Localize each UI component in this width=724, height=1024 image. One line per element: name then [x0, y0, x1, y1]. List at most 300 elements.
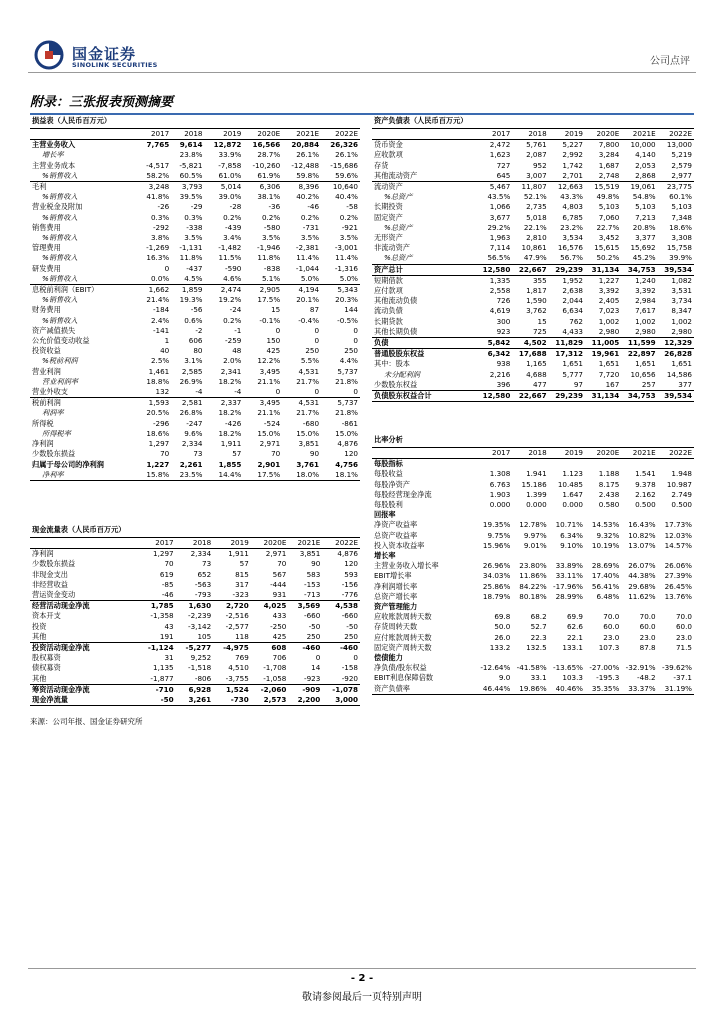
cell-value: 70.0 [603, 612, 620, 622]
cell-value: -28 [229, 202, 242, 212]
cell-value: 6.34% [560, 530, 583, 540]
cell-value: 4.6% [205, 274, 244, 285]
table-row [372, 602, 694, 612]
cell-value: 22.3 [530, 632, 547, 642]
cell-value: 1,461 [148, 366, 170, 376]
cell-value: 1,911 [220, 439, 242, 449]
cell-value: -861 [341, 418, 358, 428]
table-row [30, 387, 360, 398]
cell-value: 3,308 [671, 233, 692, 243]
table-row [372, 531, 694, 541]
cell-value: 10.485 [557, 479, 583, 489]
table-row [30, 346, 360, 356]
cell-value: 20.8% [632, 222, 656, 232]
cell-value: -4,975 [223, 643, 249, 653]
cell-value: 26,326 [330, 140, 358, 150]
cell-value: -4 [205, 387, 244, 398]
cell-value: 1,662 [148, 285, 170, 295]
table-row [30, 223, 360, 233]
cell-value: 40.4% [335, 192, 358, 202]
cell-value: 15.186 [521, 479, 547, 489]
row-label: 增长率 [374, 551, 396, 561]
sinolink-logo-icon [34, 40, 67, 70]
cell-value: -1,316 [334, 263, 358, 273]
cell-value: 21.8% [335, 408, 358, 418]
cell-value: 70.0 [675, 612, 692, 622]
year-header: 2020E [585, 129, 621, 140]
cell-value: 4.5% [171, 274, 204, 285]
row-label: 营业利润率 [42, 376, 78, 386]
cell-value: 120 [344, 559, 358, 569]
cell-value: 0 [315, 653, 321, 663]
cell-value: 2,341 [220, 366, 242, 376]
table-row [372, 243, 694, 253]
row-label: %销售收入 [42, 212, 78, 222]
cell-value: 20.1% [296, 295, 320, 305]
table-row [30, 643, 360, 654]
cell-value: 6,342 [487, 349, 511, 359]
cell-value: 2,977 [658, 171, 694, 182]
cell-value: 3.5% [184, 233, 203, 243]
table-row [30, 611, 360, 621]
cell-value: 5,219 [671, 150, 692, 160]
table-row [30, 305, 360, 315]
cell-value: -41.58% [516, 663, 547, 673]
cell-value: 18.0% [282, 470, 321, 481]
cell-value: 90 [311, 559, 321, 569]
table-row [30, 684, 360, 695]
cell-value: 0 [353, 336, 358, 346]
cell-value: 52.1% [523, 192, 547, 202]
cell-value [585, 653, 621, 663]
table-row [30, 192, 360, 202]
cell-value: 26.96% [482, 561, 511, 571]
cell-value: 22.7% [596, 222, 620, 232]
cell-value: 4,140 [635, 150, 656, 160]
cell-value: -50 [346, 621, 358, 631]
cell-value: 31,134 [585, 264, 621, 275]
cell-value: 3,007 [512, 171, 548, 182]
year-header: 2017 [476, 448, 512, 459]
cell-value: 5.1% [243, 274, 282, 285]
cell-value: 1,593 [148, 398, 170, 408]
cell-value: -1,124 [147, 643, 174, 653]
table-row [372, 202, 694, 212]
cell-value: 9.97% [523, 530, 547, 540]
row-label: 每股经营现金净流 [374, 489, 432, 499]
cell-value: 0 [243, 387, 282, 398]
cell-value: -460 [340, 643, 358, 653]
table-row [372, 622, 694, 632]
cell-value: 1,066 [489, 202, 511, 212]
cell-value: 40.46% [549, 684, 585, 695]
table-row [30, 295, 360, 305]
cell-value: 26.0 [494, 632, 511, 642]
cell-value: 20.3% [335, 295, 358, 305]
table-row [372, 663, 694, 673]
cell-value: -437 [186, 263, 203, 273]
year-header: 2018 [176, 538, 214, 549]
cell-value: 23.8% [179, 150, 203, 160]
cell-value: 70 [164, 559, 174, 569]
table-row [30, 622, 360, 632]
cell-value: 14 [311, 663, 321, 673]
cell-value: 9.6% [184, 428, 203, 438]
table-row [372, 612, 694, 622]
cell-value: 11.8% [257, 253, 281, 263]
cell-value [621, 551, 657, 561]
cell-value: 606 [188, 336, 203, 346]
cell-value: 12,329 [658, 338, 694, 349]
cell-value: 22,667 [512, 391, 548, 402]
table-row [30, 367, 360, 377]
table-row [30, 449, 360, 459]
table-row [372, 150, 694, 160]
cell-value: -7,858 [218, 160, 242, 170]
table-row [372, 213, 694, 223]
cell-value: 3,248 [148, 182, 170, 192]
cell-value: -48.2 [637, 673, 656, 683]
cell-value: 652 [197, 569, 212, 579]
cell-value: 26.1% [335, 150, 358, 160]
cell-value: 21.1% [257, 408, 281, 418]
cell-value: 1,002 [598, 316, 620, 326]
cell-value: 14.53% [591, 520, 620, 530]
cell-value: 726 [496, 296, 511, 306]
cell-value: 18.6% [146, 428, 170, 438]
cell-value: 22,667 [512, 264, 548, 275]
cell-value: 1,623 [489, 150, 511, 160]
cell-value: 70 [277, 559, 287, 569]
cell-value: 38.1% [257, 192, 281, 202]
cell-value: 706 [272, 653, 287, 663]
cell-value: 3.5% [300, 233, 320, 243]
cell-value: 59.8% [282, 171, 321, 182]
cell-value: -1,131 [179, 243, 203, 253]
cell-value: 4,531 [298, 366, 320, 376]
cell-value: -920 [322, 674, 360, 685]
cell-value: 3.8% [150, 233, 170, 243]
cell-value: 167 [585, 380, 621, 391]
row-label: 普通股股东权益 [374, 349, 425, 359]
cell-value: 5,014 [220, 182, 242, 192]
cell-value: 45.2% [621, 253, 657, 264]
cell-value: 7,765 [146, 140, 170, 150]
cell-value: -590 [225, 263, 242, 273]
cell-value: 5,103 [598, 202, 620, 212]
cell-value: 10.82% [628, 530, 656, 540]
cell-value: 1,297 [148, 439, 170, 449]
cell-value: 50.2% [585, 253, 621, 264]
cell-value: 18.79% [482, 591, 511, 601]
cell-value: 16,576 [557, 243, 583, 253]
cell-value: 15,692 [630, 243, 656, 253]
cell-value [549, 551, 585, 561]
cell-value: 0.000 [526, 500, 547, 510]
row-label: %销售收入 [30, 171, 138, 182]
cell-value: -730 [213, 695, 251, 706]
table-row [372, 391, 694, 402]
cell-value: -909 [302, 684, 321, 694]
cell-value: 5.0% [282, 274, 321, 285]
cell-value: 12.2% [257, 356, 281, 366]
cell-value: 15,615 [594, 243, 620, 253]
cell-value: 300 [496, 316, 511, 326]
cell-value: -58 [346, 202, 358, 212]
cell-value: 8,396 [298, 182, 320, 192]
brand-name: 国金证券 [72, 45, 137, 63]
row-label: 偿债能力 [374, 653, 403, 663]
row-label: 息税前利润（EBIT） [32, 285, 99, 295]
cell-value: 2,901 [257, 459, 281, 469]
cell-value: 43.5% [487, 192, 511, 202]
table-row [30, 285, 360, 296]
cell-value: 29,239 [549, 391, 585, 402]
cell-value: 4,025 [263, 601, 287, 611]
cell-value: 11.4% [335, 253, 358, 263]
cell-value: -3,755 [213, 674, 251, 685]
cell-value: 31,134 [585, 391, 621, 402]
cell-value: 12,872 [213, 140, 242, 150]
cell-value: 70.0 [639, 612, 656, 622]
cell-value: -26 [157, 202, 170, 212]
cell-value: 60.5% [171, 171, 204, 182]
cell-value: 0.000 [562, 500, 583, 510]
cell-value: 5,018 [526, 212, 547, 222]
cell-value: 1,651 [562, 359, 583, 369]
cell-value: 0.6% [184, 315, 203, 325]
row-label: 财务费用 [32, 305, 61, 315]
cell-value: 3,761 [296, 459, 320, 469]
cell-value: 150 [266, 336, 281, 346]
cell-value: 39.9% [658, 253, 694, 264]
income-title: 损益表（人民币百万元） [30, 115, 360, 129]
cell-value [512, 510, 548, 520]
cell-value: 4,433 [549, 327, 585, 338]
cell-value: 727 [496, 160, 511, 170]
row-label: %总资产 [384, 222, 413, 232]
table-row [372, 349, 694, 360]
disclaimer-text: 敬请参阅最后一页特别声明 [302, 992, 422, 1003]
table-row [30, 336, 360, 346]
cell-value: 2,053 [635, 160, 656, 170]
cell-value: 56.41% [591, 581, 620, 591]
cell-value: 10.71% [555, 520, 583, 530]
cell-value: -141 [152, 325, 170, 335]
row-label: 存货周转天数 [374, 622, 418, 632]
table-row [372, 500, 694, 510]
table-row [372, 140, 694, 151]
cell-value: -2,577 [225, 621, 249, 631]
cell-value: 608 [271, 643, 287, 653]
cell-value: -1,269 [146, 243, 170, 253]
cell-value: 3,569 [297, 601, 321, 611]
cell-value: 7,060 [598, 212, 620, 222]
cell-value: 11,005 [585, 338, 621, 349]
cell-value: 250 [344, 346, 358, 356]
income-statement-table [30, 115, 360, 481]
table-row [372, 264, 694, 275]
table-row [372, 541, 694, 551]
brand-name-en: SINOLINK SECURITIES [72, 61, 158, 69]
cell-value: 56.7% [549, 253, 585, 264]
cell-value [512, 602, 548, 612]
cell-value: -32.91% [625, 663, 656, 673]
row-label: 非现金支出 [32, 569, 68, 579]
row-label: 其他 [30, 632, 138, 643]
cell-value: -426 [225, 418, 242, 428]
cell-value: 3,392 [635, 286, 656, 296]
cell-value: 2.0% [223, 356, 242, 366]
cell-value: 39,534 [658, 264, 694, 275]
cell-value: 1,687 [598, 160, 620, 170]
cell-value: 2,720 [226, 601, 249, 611]
row-label: 资产管理能力 [374, 602, 418, 612]
table-row [372, 490, 694, 500]
cell-value: 2,200 [288, 695, 322, 706]
cell-value: 18.6% [669, 222, 692, 232]
cell-value: 2,044 [562, 296, 583, 306]
table-row [372, 653, 694, 663]
cell-value: 567 [272, 569, 287, 579]
cell-value: 15,758 [666, 243, 692, 253]
row-label: %总资产 [372, 253, 476, 264]
row-label: 净利润增长率 [374, 581, 418, 591]
cell-value: 14.57% [664, 540, 692, 550]
cell-value: 17,312 [555, 349, 583, 359]
cell-value: 16.3% [146, 253, 170, 263]
cell-value: 60.0 [675, 622, 692, 632]
cell-value: 425 [251, 632, 289, 643]
year-header: 2019 [213, 538, 251, 549]
cell-value: 105 [176, 632, 214, 643]
cell-value: 1,785 [150, 601, 174, 611]
table-row [30, 253, 360, 263]
cell-value: 47.9% [512, 253, 548, 264]
row-label: 所得税 [32, 418, 54, 428]
cell-value: 355 [532, 275, 547, 285]
cell-value: 21.1% [257, 376, 281, 386]
cell-value: 0 [282, 387, 321, 398]
cell-value: 1,335 [489, 275, 511, 285]
cell-value: 97 [549, 380, 585, 391]
row-label: 少数股东权益 [372, 380, 476, 391]
cell-value: 952 [532, 160, 547, 170]
cell-value [621, 459, 657, 470]
cell-value: 7,720 [598, 369, 620, 379]
row-label: 未分配利润 [384, 369, 420, 379]
table-row [372, 253, 694, 264]
cell-value: 477 [512, 380, 548, 391]
cell-value: 69.8 [494, 612, 511, 622]
row-label: 总资产增长率 [374, 591, 418, 601]
cell-value: 10.987 [666, 479, 692, 489]
cell-value: -0.5% [337, 315, 358, 325]
cell-value: 4,876 [337, 439, 358, 449]
cell-value: -1,708 [263, 663, 287, 673]
row-label: 每股指标 [374, 459, 403, 469]
row-label: 每股股利 [374, 500, 403, 510]
cell-value: 433 [272, 611, 287, 621]
table-row [372, 684, 694, 695]
row-label: 销售费用 [32, 222, 61, 232]
cell-value [476, 459, 512, 470]
cell-value: 6,306 [259, 182, 281, 192]
cell-value: 18.2% [218, 408, 242, 418]
cell-value: 2,585 [181, 366, 203, 376]
cell-value: 15.8% [138, 470, 171, 481]
cell-value: 2,334 [181, 439, 203, 449]
cell-value: 7,348 [671, 212, 692, 222]
cell-value: 107.3 [598, 642, 620, 652]
cell-value: 1,002 [671, 316, 692, 326]
cell-value: 26.9% [179, 376, 203, 386]
cell-value: 2,992 [562, 150, 583, 160]
row-label: 资产总计 [372, 264, 476, 275]
cell-value [585, 459, 621, 470]
cell-value: 18.1% [321, 470, 360, 481]
cell-value: -195.3 [596, 673, 620, 683]
table-row [372, 286, 694, 296]
cell-value: 2,472 [489, 140, 511, 150]
cell-value: 56.5% [476, 253, 512, 264]
cell-value: 1,651 [671, 359, 692, 369]
table-row [30, 202, 360, 212]
cell-value: 4.4% [339, 356, 358, 366]
cell-value: 87.8 [639, 642, 656, 652]
year-header: 2017 [476, 129, 512, 140]
cell-value: 12,663 [557, 182, 583, 192]
row-label: 每股净资产 [374, 479, 410, 489]
cell-value: 6,785 [562, 212, 583, 222]
cell-value: 4,803 [562, 202, 583, 212]
doc-type-label: 公司点评 [650, 56, 690, 67]
cell-value: 7,023 [598, 306, 620, 316]
cell-value: 12,580 [476, 264, 512, 275]
cell-value [476, 510, 512, 520]
cell-value: 60.0 [639, 622, 656, 632]
row-label: 长期投资 [374, 202, 403, 212]
cell-value: -259 [225, 336, 242, 346]
table-row [30, 377, 360, 387]
cell-value: 2,337 [220, 398, 242, 408]
cell-value: 593 [344, 569, 358, 579]
cell-value: 0 [314, 325, 320, 335]
cell-value: 2,748 [585, 171, 621, 182]
table-row [30, 429, 360, 439]
cell-value: -776 [322, 590, 360, 601]
cell-value: -56 [190, 305, 203, 315]
year-header: 2018 [171, 129, 204, 140]
row-label: 存货 [374, 160, 389, 170]
cell-value: 19,961 [591, 349, 620, 359]
cell-value: 3.1% [184, 356, 203, 366]
cashflow-title: 现金流量表（人民币百万元） [30, 524, 360, 538]
cell-value [476, 551, 512, 561]
cell-value: 118 [213, 632, 251, 643]
cell-value: -17.96% [552, 581, 583, 591]
cell-value: 10,656 [630, 369, 656, 379]
cell-value: 40.2% [296, 192, 320, 202]
cell-value: 0.580 [598, 500, 620, 510]
table-row [30, 264, 360, 274]
cell-value: 31 [164, 653, 174, 663]
table-row [30, 663, 360, 673]
year-header-blank [372, 448, 476, 459]
year-header: 2020E [251, 538, 289, 549]
cell-value: 50.0 [494, 622, 511, 632]
row-label: 净利润 [32, 439, 54, 449]
